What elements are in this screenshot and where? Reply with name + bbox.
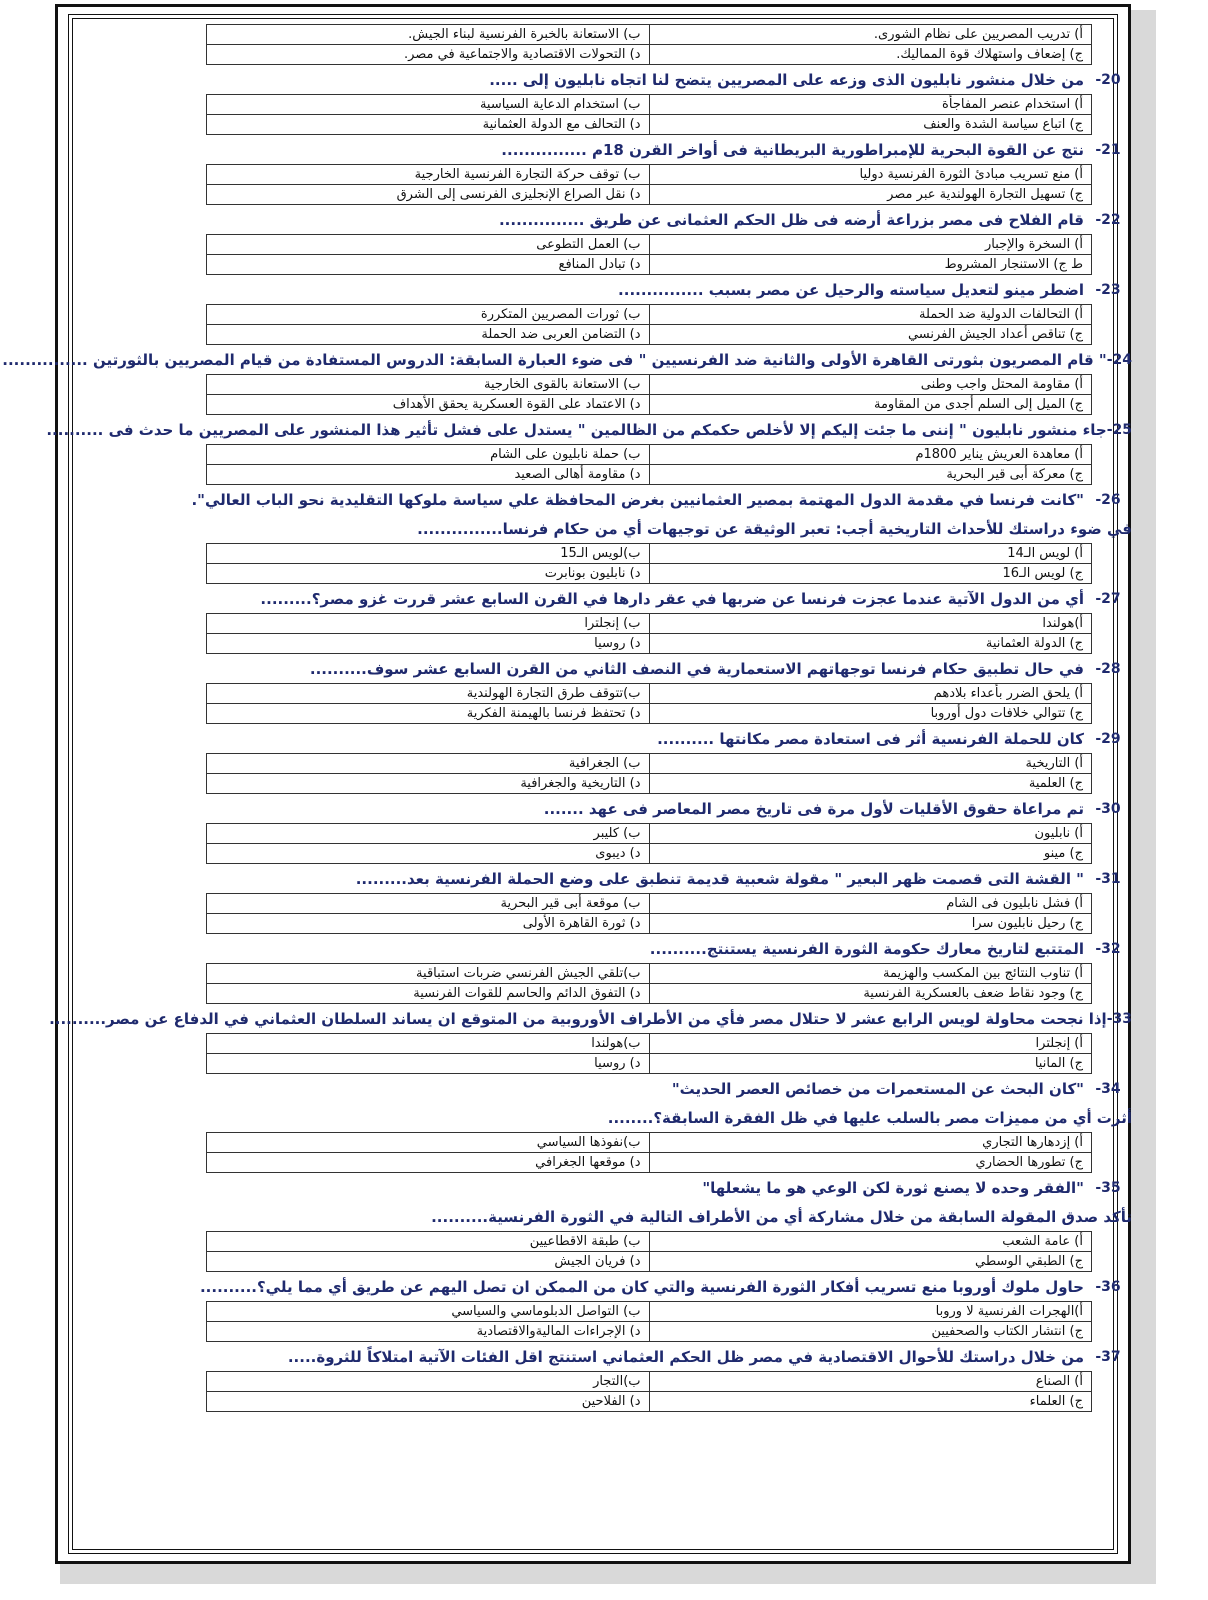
option-c: ج) العلمية bbox=[649, 774, 1092, 794]
option-d: د) الفلاحين bbox=[207, 1392, 650, 1412]
question-20 bbox=[112, 65, 1132, 135]
question-31 bbox=[112, 864, 1132, 934]
option-b: ب)لويس الـ15 bbox=[207, 544, 650, 564]
question-text: من خلال دراستك للأحوال الاقتصادية في مصر ظل الحكم العثماني استنتج اقل الفئات الآتية امتلاكاً للثروة..... bbox=[287, 1347, 1084, 1366]
question-subtext: في ضوء دراستك للأحداث التاريخية أجب: تعبر الوثيقة عن توجيهات أي من حكام فرنسا............... bbox=[417, 519, 1132, 538]
question-number: 32- bbox=[1095, 940, 1121, 957]
question-text: "الفقر وحده لا يصنع ثورة لكن الوعي هو ما يشعلها" bbox=[702, 1178, 1084, 1197]
options-table bbox=[206, 94, 1092, 135]
option-c: ج) إضعاف واستهلاك قوة المماليك. bbox=[649, 45, 1092, 65]
option-d: د) تبادل المنافع bbox=[207, 255, 650, 275]
question-line bbox=[112, 934, 1132, 963]
question-number: 35- bbox=[1095, 1179, 1121, 1196]
question-subline bbox=[112, 1103, 1132, 1132]
question-line bbox=[2, 345, 1132, 374]
question-number: 21- bbox=[1095, 141, 1121, 158]
question-23 bbox=[112, 275, 1132, 345]
question-number: 25- bbox=[1106, 421, 1132, 438]
question-text: إذا نجحت محاولة لويس الرابع عشر لا حتلال مصر فأي من الأطراف الأوروبية من المتوقع ان يساند السلطان العثماني في الدفاع عن مصر.......... bbox=[49, 1009, 1107, 1028]
option-b: ب)تتوقف طرق التجارة الهولندية bbox=[207, 684, 650, 704]
option-b: ب) الاستعانة بالقوى الخارجية bbox=[207, 375, 650, 395]
question-line bbox=[112, 1074, 1132, 1103]
option-b: ب) موقعة أبى قير البحرية bbox=[207, 894, 650, 914]
question-29 bbox=[112, 724, 1132, 794]
question-26 bbox=[112, 485, 1132, 584]
option-a: أ) فشل نابليون فى الشام bbox=[649, 894, 1092, 914]
question-line bbox=[112, 135, 1132, 164]
options-table bbox=[206, 1301, 1092, 1342]
option-c: ج) العلماء bbox=[649, 1392, 1092, 1412]
question-text: جاء منشور نابليون " إننى ما جئت إليكم إلا لأخلص حكمكم من الظالمين " يستدل على فشل تأثير هذا المنشور على المصريين ما حدث فى .......... bbox=[46, 420, 1107, 439]
question-text: من خلال منشور نابليون الذى وزعه على المصريين يتضح لنا اتجاه نابليون إلى ..... bbox=[489, 70, 1084, 89]
question-line bbox=[112, 1342, 1132, 1371]
option-a: أ) استخدام عنصر المفاجأة bbox=[649, 95, 1092, 115]
question-text: حاول ملوك أوروبا منع تسريب أفكار الثورة الفرنسية والتي كان من الممكن ان تصل اليهم عن طريق أي مما يلي؟.......... bbox=[199, 1277, 1084, 1296]
option-c: ج) الدولة العثمانية bbox=[649, 634, 1092, 654]
option-c: ج) الطبقي الوسطي bbox=[649, 1252, 1092, 1272]
option-b: ب) العمل التطوعى bbox=[207, 235, 650, 255]
option-d: د) الإجراءات الماليةوالاقتصادية bbox=[207, 1322, 650, 1342]
question-number: 26- bbox=[1095, 491, 1121, 508]
option-c: ج) تسهيل التجارة الهولندية عبر مصر bbox=[649, 185, 1092, 205]
question-36 bbox=[112, 1272, 1132, 1342]
question-34 bbox=[112, 1074, 1132, 1173]
option-c: ج) تتوالي خلافات دول أوروبا bbox=[649, 704, 1092, 724]
option-d: د) التحولات الاقتصادية والاجتماعية في مصر. bbox=[207, 45, 650, 65]
question-text: في حال تطبيق حكام فرنسا توجهاتهم الاستعمارية في النصف الثاني من القرن السابع عشر سوف.......... bbox=[309, 659, 1084, 678]
options-table bbox=[206, 823, 1092, 864]
question-text: قام الفلاح فى مصر بزراعة أرضه فى ظل الحكم العثمانى عن طريق ............... bbox=[498, 210, 1084, 229]
option-d: د) التاريخية والجغرافية bbox=[207, 774, 650, 794]
options-table-19 bbox=[206, 24, 1092, 65]
question-subtext: تأكد صدق المقولة السابقة من خلال مشاركة أي من الأطراف التالية في الثورة الفرنسية.......... bbox=[431, 1207, 1132, 1226]
question-text: المتتبع لتاريخ معارك حكومة الثورة الفرنسية يستنتج.......... bbox=[649, 939, 1084, 958]
option-d: د) موقعها الجغرافي bbox=[207, 1153, 650, 1173]
options-table bbox=[206, 893, 1092, 934]
question-text: "كان البحث عن المستعمرات من خصائص العصر الحديث" bbox=[671, 1079, 1084, 1098]
question-number: 24- bbox=[1106, 351, 1132, 368]
option-d: د) نابليون بونابرت bbox=[207, 564, 650, 584]
option-a: أ) نابليون bbox=[649, 824, 1092, 844]
option-b: ب) ثورات المصريين المتكررة bbox=[207, 305, 650, 325]
option-a: أ) التاريخية bbox=[649, 754, 1092, 774]
options-table bbox=[206, 753, 1092, 794]
question-text: " قام المصريون بثورتى القاهرة الأولى والثانية ضد الفرنسيين " فى ضوء العبارة السابقة: الدروس المستفادة من قيام المصريين بالثورتين ............... bbox=[2, 350, 1107, 369]
question-number: 20- bbox=[1095, 71, 1121, 88]
question-number: 28- bbox=[1095, 660, 1121, 677]
option-b: ب) استخدام الدعاية السياسية bbox=[207, 95, 650, 115]
option-c: ج) لويس الـ16 bbox=[649, 564, 1092, 584]
option-c: ج) مينو bbox=[649, 844, 1092, 864]
option-a: أ) التحالفات الدولية ضد الحملة bbox=[649, 305, 1092, 325]
question-28 bbox=[112, 654, 1132, 724]
option-a: أ) مقاومة المحتل واجب وطنى bbox=[649, 375, 1092, 395]
option-d: د) الاعتماد على القوة العسكرية يحقق الأهداف bbox=[207, 395, 650, 415]
options-table bbox=[206, 1132, 1092, 1173]
options-table bbox=[206, 1033, 1092, 1074]
question-21 bbox=[112, 135, 1132, 205]
question-33 bbox=[49, 1004, 1132, 1074]
question-line bbox=[112, 864, 1132, 893]
question-text: أي من الدول الآتية عندما عجزت فرنسا عن ضربها في عقر دارها في القرن السابع عشر قررت غزو مصر؟......... bbox=[260, 589, 1084, 608]
option-c: ج) اتباع سياسة الشدة والعنف bbox=[649, 115, 1092, 135]
option-b: ب)نفوذها السياسي bbox=[207, 1133, 650, 1153]
question-27 bbox=[112, 584, 1132, 654]
option-b: ب) الاستعانة بالخبرة الفرنسية لبناء الجيش. bbox=[207, 25, 650, 45]
option-d: د) نقل الصراع الإنجليزى الفرنسى إلى الشرق bbox=[207, 185, 650, 205]
question-text: اضطر مينو لتعديل سياسته والرحيل عن مصر بسبب ............... bbox=[618, 280, 1084, 299]
option-b: ب)التجار bbox=[207, 1372, 650, 1392]
question-35 bbox=[112, 1173, 1132, 1272]
option-a: أ)الهجرات الفرنسية لا وروبا bbox=[649, 1302, 1092, 1322]
options-table bbox=[206, 444, 1092, 485]
question-text: كان للحملة الفرنسية أثر فى استعادة مصر مكانتها .......... bbox=[657, 729, 1084, 748]
options-table bbox=[206, 164, 1092, 205]
question-text: تم مراعاة حقوق الأقليات لأول مرة فى تاريخ مصر المعاصر فى عهد ....... bbox=[543, 799, 1084, 818]
question-subtext: أثرت أي من مميزات مصر بالسلب عليها في ظل الفقرة السابقة؟........ bbox=[607, 1108, 1132, 1127]
options-table bbox=[206, 963, 1092, 1004]
question-30 bbox=[112, 794, 1132, 864]
option-a: أ) السخرة والإجبار bbox=[649, 235, 1092, 255]
option-a: أ) يلحق الضرر بأعداء بلادهم bbox=[649, 684, 1092, 704]
option-b: ب) الجغرافية bbox=[207, 754, 650, 774]
question-line bbox=[112, 1173, 1132, 1202]
option-d: د) فريان الجيش bbox=[207, 1252, 650, 1272]
question-subline bbox=[112, 514, 1132, 543]
options-table bbox=[206, 234, 1092, 275]
question-number: 34- bbox=[1095, 1080, 1121, 1097]
question-25 bbox=[46, 415, 1132, 485]
option-c: ج) المانيا bbox=[649, 1054, 1092, 1074]
option-d: د) التحالف مع الدولة العثمانية bbox=[207, 115, 650, 135]
options-table bbox=[206, 613, 1092, 654]
question-22 bbox=[112, 205, 1132, 275]
option-c: ج) تطورها الحضاري bbox=[649, 1153, 1092, 1173]
option-b: ب) توقف حركة التجارة الفرنسية الخارجية bbox=[207, 165, 650, 185]
question-number: 23- bbox=[1095, 281, 1121, 298]
option-c: ج) معركة أبى قير البحرية bbox=[649, 465, 1092, 485]
question-line bbox=[112, 654, 1132, 683]
option-c: ج) انتشار الكتاب والصحفيين bbox=[649, 1322, 1092, 1342]
options-table bbox=[206, 1371, 1092, 1412]
question-number: 36- bbox=[1095, 1278, 1121, 1295]
question-line bbox=[112, 65, 1132, 94]
options-table bbox=[206, 543, 1092, 584]
option-c: ج) تناقص أعداد الجيش الفرنسي bbox=[649, 325, 1092, 345]
question-line bbox=[112, 485, 1132, 514]
question-number: 30- bbox=[1095, 800, 1121, 817]
question-number: 22- bbox=[1095, 211, 1121, 228]
option-b: ب) إنجلترا bbox=[207, 614, 650, 634]
option-d: د) ديبوى bbox=[207, 844, 650, 864]
option-a: أ) الصناع bbox=[649, 1372, 1092, 1392]
option-c: ج) الميل إلى السلم أجدى من المقاومة bbox=[649, 395, 1092, 415]
option-d: د) التفوق الدائم والحاسم للقوات الفرنسية bbox=[207, 984, 650, 1004]
question-number: 33- bbox=[1106, 1010, 1132, 1027]
question-line bbox=[112, 1272, 1132, 1301]
option-d: د) التضامن العربى ضد الحملة bbox=[207, 325, 650, 345]
options-table bbox=[206, 683, 1092, 724]
question-text: "كانت فرنسا في مقدمة الدول المهتمة بمصير العثمانيين بغرض المحافظة علي سياسة ملوكها التقليدية نحو الباب العالي". bbox=[191, 490, 1084, 509]
question-line bbox=[112, 794, 1132, 823]
option-a: أ) عامة الشعب bbox=[649, 1232, 1092, 1252]
question-line bbox=[46, 415, 1132, 444]
option-a: أ) لويس الـ14 bbox=[649, 544, 1092, 564]
option-a: أ) إزدهارها التجاري bbox=[649, 1133, 1092, 1153]
question-number: 27- bbox=[1095, 590, 1121, 607]
option-d: د) ثورة القاهرة الأولى bbox=[207, 914, 650, 934]
question-line bbox=[112, 584, 1132, 613]
option-a: أ) تدريب المصريين على نظام الشورى. bbox=[649, 25, 1092, 45]
exam-content bbox=[2, 24, 1132, 1412]
option-b: ب) كليبر bbox=[207, 824, 650, 844]
options-table bbox=[206, 1231, 1092, 1272]
question-line bbox=[112, 724, 1132, 753]
question-number: 31- bbox=[1095, 870, 1121, 887]
question-text: " القشة التى قصمت ظهر البعير " مقولة شعبية قديمة تنطبق على وضع الحملة الفرنسية بعد......... bbox=[355, 869, 1084, 888]
option-d: د) روسيا bbox=[207, 634, 650, 654]
question-number: 29- bbox=[1095, 730, 1121, 747]
options-table bbox=[206, 304, 1092, 345]
question-text: نتج عن القوة البحرية للإمبراطورية البريطانية فى أواخر القرن 18م ............... bbox=[501, 140, 1084, 159]
question-line bbox=[112, 275, 1132, 304]
page-shadow-right bbox=[1130, 10, 1156, 1580]
option-c: ج) رحيل نابليون سرا bbox=[649, 914, 1092, 934]
option-c: ط ج) الاستنجار المشروط bbox=[649, 255, 1092, 275]
option-d: د) روسيا bbox=[207, 1054, 650, 1074]
question-line bbox=[49, 1004, 1132, 1033]
option-a: أ) تناوب النتائج بين المكسب والهزيمة bbox=[649, 964, 1092, 984]
option-a: أ) معاهدة العريش يناير 1800م bbox=[649, 445, 1092, 465]
option-b: ب)هولندا bbox=[207, 1034, 650, 1054]
option-d: د) تحتفظ فرنسا بالهيمنة الفكرية bbox=[207, 704, 650, 724]
question-37 bbox=[112, 1342, 1132, 1412]
option-d: د) مقاومة أهالى الصعيد bbox=[207, 465, 650, 485]
option-a: أ)هولندا bbox=[649, 614, 1092, 634]
option-c: ج) وجود نقاط ضعف بالعسكرية الفرنسية bbox=[649, 984, 1092, 1004]
question-line bbox=[112, 205, 1132, 234]
question-24 bbox=[2, 345, 1132, 415]
option-b: ب) حملة نابليون على الشام bbox=[207, 445, 650, 465]
option-a: أ) إنجلترا bbox=[649, 1034, 1092, 1054]
options-table bbox=[206, 374, 1092, 415]
question-number: 37- bbox=[1095, 1348, 1121, 1365]
questions-list bbox=[2, 65, 1132, 1412]
option-b: ب)تلقي الجيش الفرنسي ضربات استباقية bbox=[207, 964, 650, 984]
option-b: ب) طبقة الاقطاعيين bbox=[207, 1232, 650, 1252]
option-b: ب) التواصل الدبلوماسي والسياسي bbox=[207, 1302, 650, 1322]
question-subline bbox=[112, 1202, 1132, 1231]
question-32 bbox=[112, 934, 1132, 1004]
option-a: أ) منع تسريب مبادئ الثورة الفرنسية دوليا bbox=[649, 165, 1092, 185]
